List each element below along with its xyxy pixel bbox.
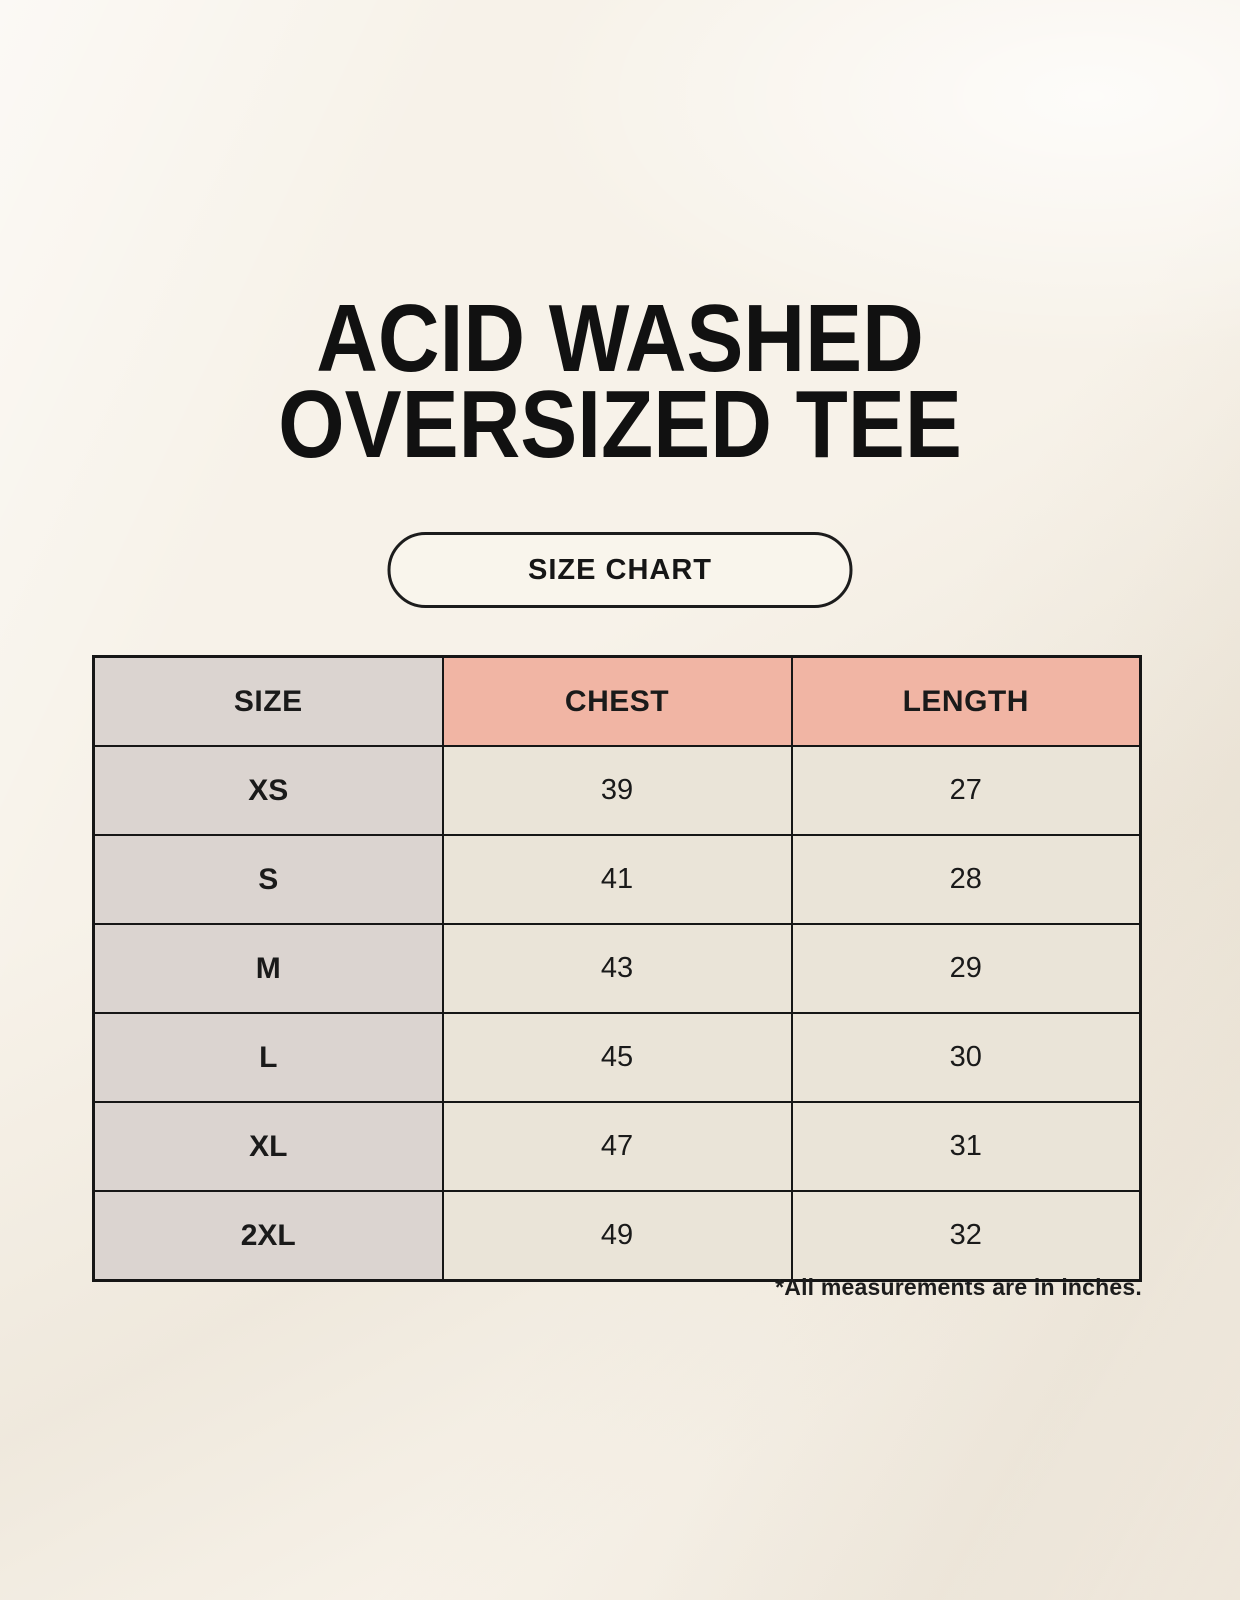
size-chart-badge	[388, 532, 853, 608]
table-row	[94, 835, 1141, 924]
size-label: XS	[94, 746, 443, 835]
size-chart-badge-label: SIZE CHART	[528, 553, 712, 586]
size-label: 2XL	[94, 1191, 443, 1281]
chest-value: 49	[443, 1191, 792, 1281]
length-value: 30	[792, 1013, 1141, 1102]
table-row	[94, 1102, 1141, 1191]
size-label: M	[94, 924, 443, 1013]
header-cell-size: SIZE	[94, 657, 443, 747]
header-cell-length: LENGTH	[792, 657, 1141, 747]
product-title-line1: ACID WASHED	[316, 285, 924, 392]
measurements-footnote: *All measurements are in inches.	[775, 1274, 1142, 1300]
chest-value: 47	[443, 1102, 792, 1191]
product-title-line2: OVERSIZED TEE	[278, 371, 962, 478]
table-row	[94, 1013, 1141, 1102]
size-label: L	[94, 1013, 443, 1102]
size-label: S	[94, 835, 443, 924]
size-label: XL	[94, 1102, 443, 1191]
size-chart-table-header	[94, 657, 1141, 747]
header-cell-chest: CHEST	[443, 657, 792, 747]
length-value: 28	[792, 835, 1141, 924]
product-title	[68, 285, 1172, 478]
chest-value: 45	[443, 1013, 792, 1102]
length-value: 32	[792, 1191, 1141, 1281]
table-row	[94, 924, 1141, 1013]
table-row	[94, 746, 1141, 835]
length-value: 31	[792, 1102, 1141, 1191]
chest-value: 39	[443, 746, 792, 835]
length-value: 29	[792, 924, 1141, 1013]
table-row	[94, 1191, 1141, 1281]
table-header-row	[94, 657, 1141, 747]
chest-value: 41	[443, 835, 792, 924]
chest-value: 43	[443, 924, 792, 1013]
length-value: 27	[792, 746, 1141, 835]
size-chart-table	[92, 655, 1142, 1282]
